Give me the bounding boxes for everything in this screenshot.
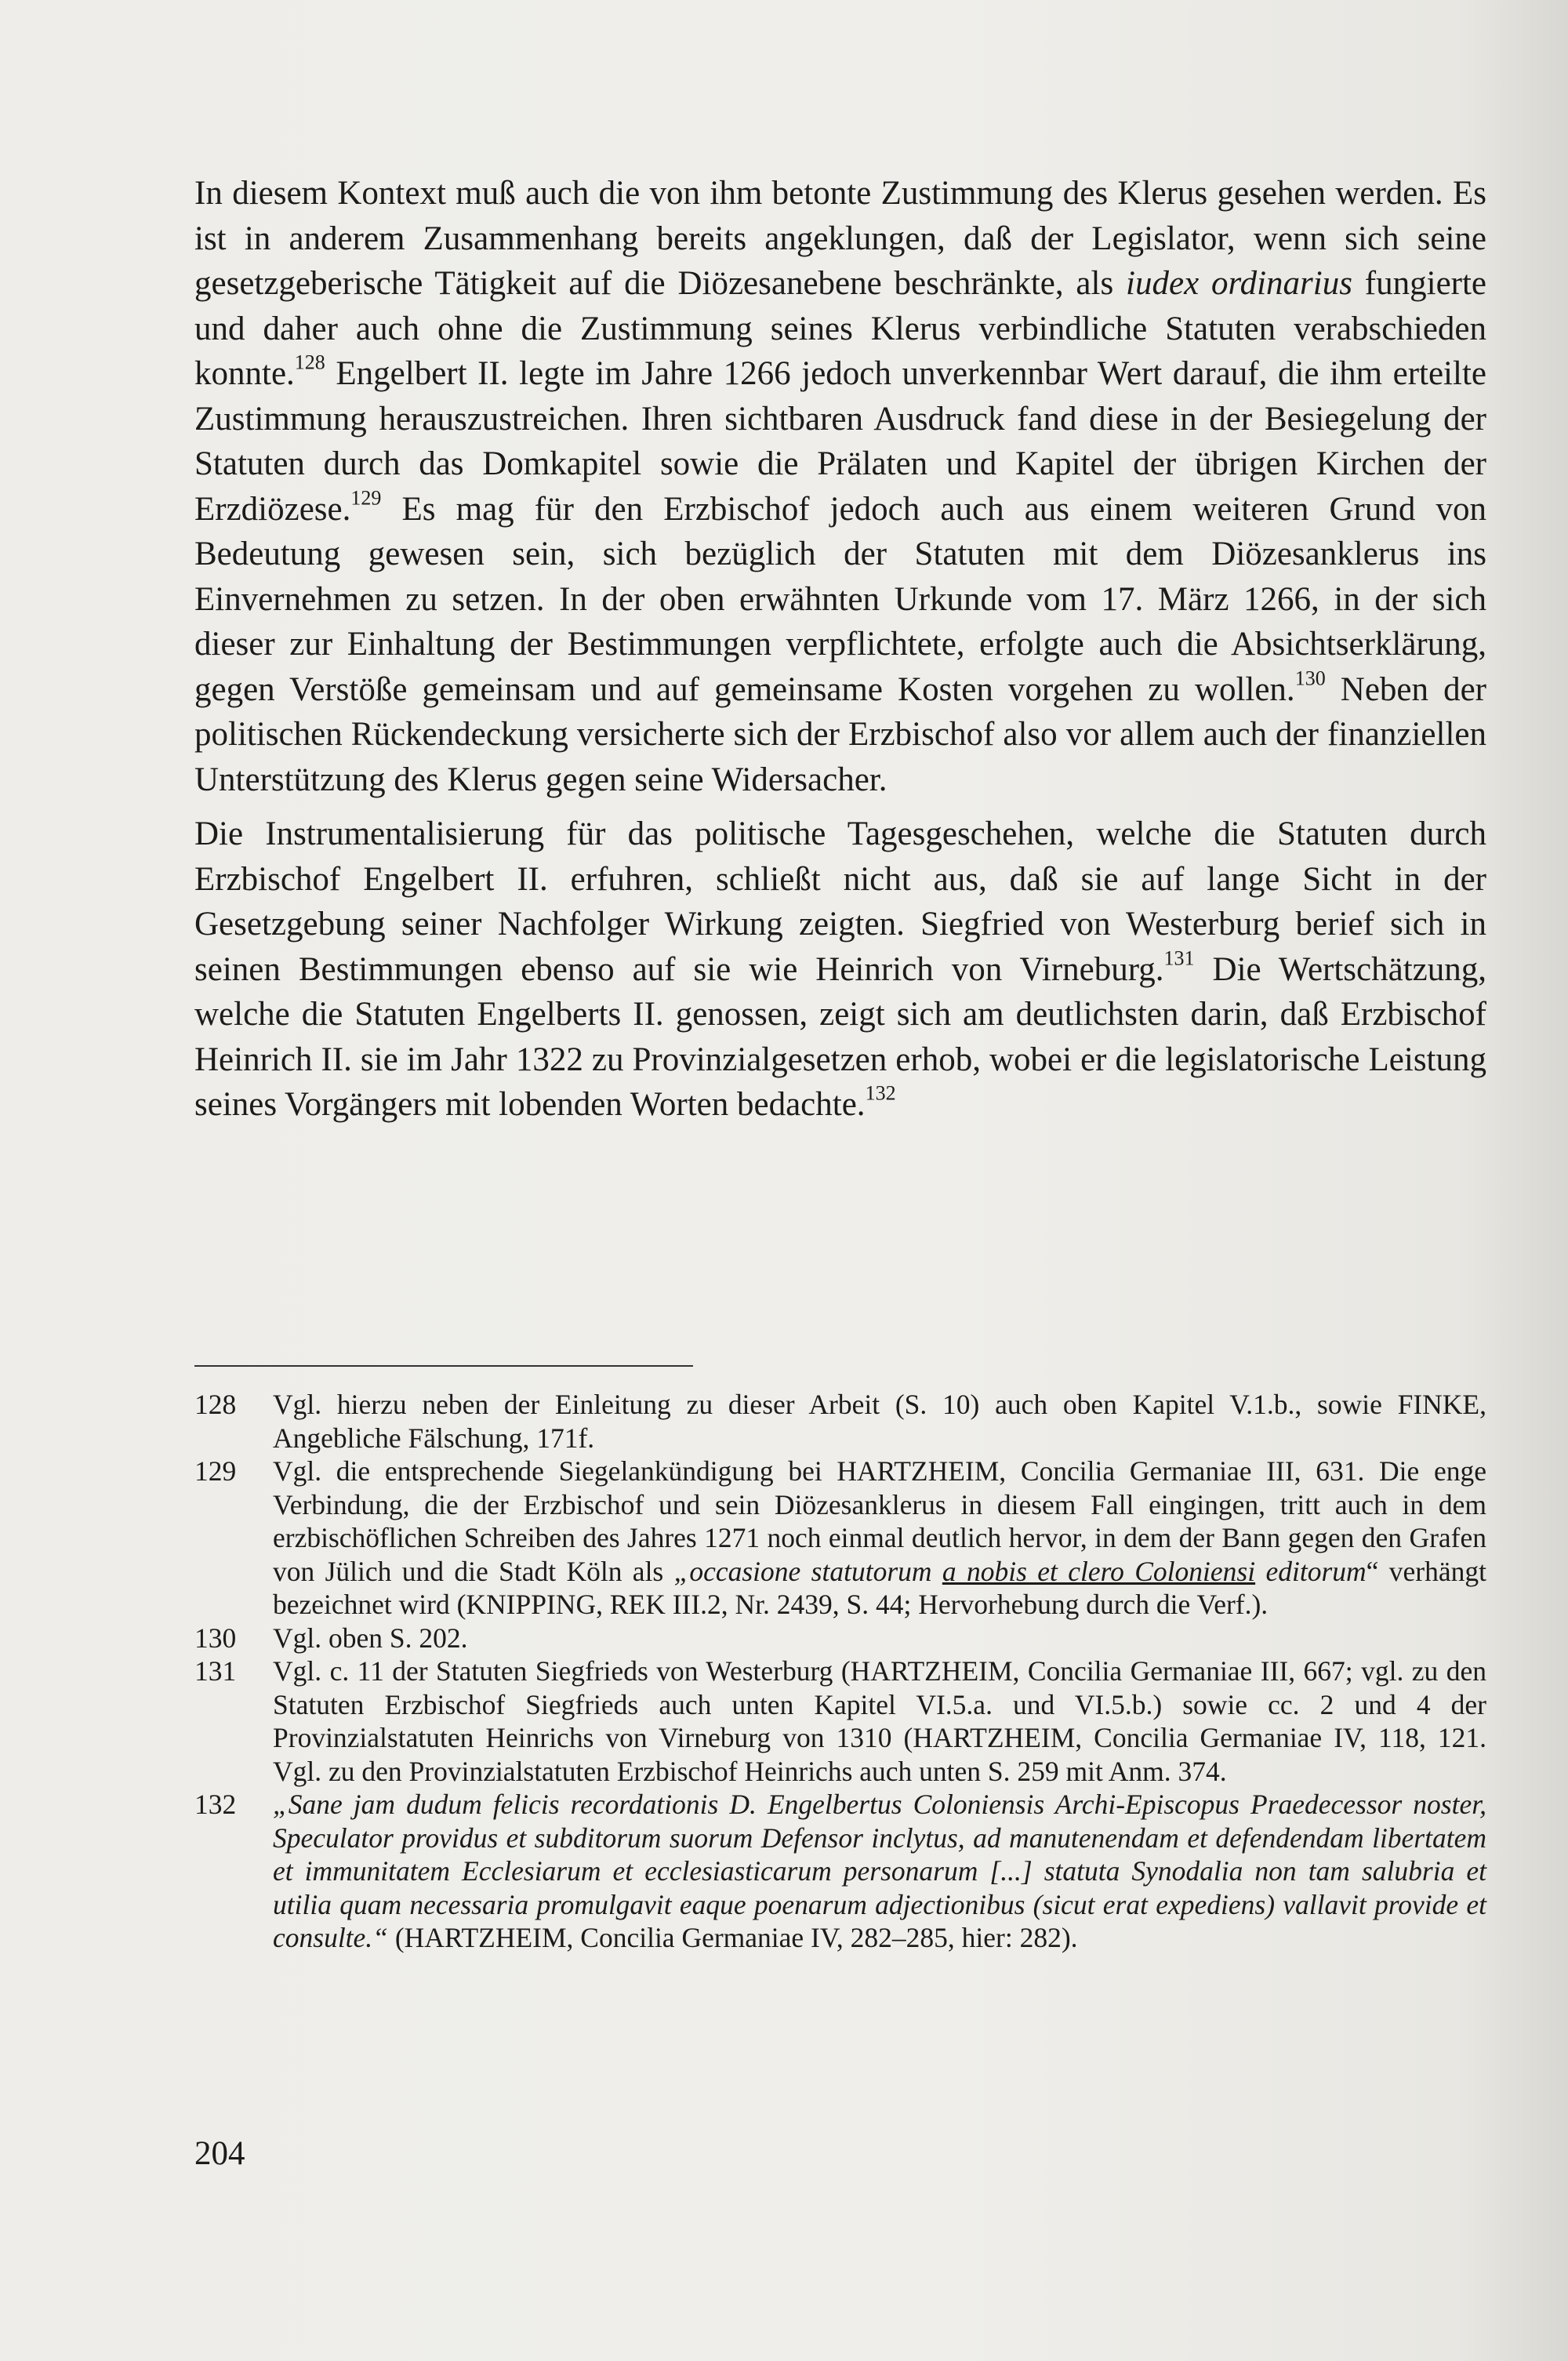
text-run: Vgl. hierzu neben der Einleitung zu dieser Arbeit (S. 10) auch oben Kapitel V.1.b., sowie FINKE, Angebliche Fälschung, 171f.	[273, 1389, 1486, 1454]
footnote-ref-128[interactable]: 128	[294, 351, 325, 374]
text-run: Neben der politischen Rückendeckung versicherte sich der Erzbischof also vor allem auch der finanziellen Unterstützung des Klerus gegen seine Widersacher.	[194, 670, 1486, 798]
paragraph-1	[194, 171, 1486, 802]
italic-quote: editorum	[1255, 1555, 1367, 1587]
footnote-129	[194, 1455, 1486, 1622]
footnote-text	[273, 1388, 1486, 1455]
text-run: In diesem Kontext muß auch die von ihm betonte Zustimmung des Klerus gesehen werden. Es ist in anderem Zusammenhang bereits angeklungen, daß der Legislator, wenn sich seine gesetzgeberische Tätigkeit auf die Diözesanebene beschränkte, als	[194, 175, 1486, 302]
footnote-132	[194, 1788, 1486, 1955]
footnote-text	[273, 1788, 1486, 1955]
underlined-quote: a nobis et clero Coloniensi	[942, 1555, 1256, 1587]
paragraph-2	[194, 812, 1486, 1128]
italic-term: iudex ordinarius	[1126, 265, 1352, 302]
footnote-ref-132[interactable]: 132	[865, 1081, 896, 1105]
footnote-number: 132	[194, 1789, 237, 1820]
page-number: 204	[194, 2135, 245, 2172]
italic-quote: „occasione statutorum	[673, 1555, 942, 1587]
text-run: Die Wertschätzung, welche die Statuten Engelberts II. genossen, zeigt sich am deutlichsten darin, daß Erzbischof Heinrich II. sie im Jahr 1322 zu Provinzialgesetzen erhob, wobei er die legislatorische Leistung seines Vorgängers mit lobenden Worten bedachte.	[194, 950, 1486, 1123]
text-run: Engelbert II. legte im Jahre 1266 jedoch unverkennbar Wert darauf, die ihm erteilte Zustimmung herauszustreichen. Ihren sichtbaren Ausdruck fand diese in der Besiegelung der Statuten durch das Domkapitel sowie die Prälaten und Kapitel der übrigen Kirchen der Erzdiözese.	[194, 355, 1486, 528]
text-run: Vgl. die entsprechende Siegelankündigung bei HARTZHEIM, Concilia Germaniae III, 631. Die enge Verbindung, die der Erzbischof und sein Diözesanklerus in diesem Fall eingingen, tritt auch in dem erzbischöflichen Schreiben des Jahres 1271 noch einmal deutlich hervor, in dem der Bann gegen den Grafen von Jülich und die Stadt Köln als	[273, 1455, 1486, 1587]
text-run: (HARTZHEIM, Concilia Germaniae IV, 282–285, hier: 282).	[387, 1922, 1078, 1953]
footnotes	[194, 1388, 1486, 1955]
footnote-number: 130	[194, 1622, 237, 1654]
text-run: Die Instrumentalisierung für das politische Tagesgeschehen, welche die Statuten durch Erzbischof Engelbert II. erfuhren, schließt nicht aus, daß sie auf lange Sicht in der Gesetzgebung seiner Nachfolger Wirkung zeigten. Siegfried von Westerburg berief sich in seinen Bestimmungen ebenso auf sie wie Heinrich von Virneburg.	[194, 815, 1486, 988]
footnote-text	[273, 1622, 1486, 1655]
text-run: Vgl. oben S. 202.	[273, 1622, 468, 1654]
footnote-number: 129	[194, 1455, 237, 1487]
footnote-ref-131[interactable]: 131	[1163, 946, 1195, 969]
footnote-number: 128	[194, 1389, 237, 1420]
footnote-130	[194, 1622, 1486, 1655]
text-run: “ verhängt bezeichnet wird (KNIPPING, REK III.2, Nr. 2439, S. 44; Hervorhebung durch die Verf.).	[273, 1555, 1486, 1620]
footnote-text	[273, 1655, 1486, 1788]
text-run: fungierte und daher auch ohne die Zustimmung seines Klerus verbindliche Statuten verabschieden konnte.	[194, 265, 1487, 392]
italic-quote: „Sane jam dudum felicis recordationis D. Engelbertus Coloniensis Archi-Episcopus Praedecessor noster, Speculator providus et subditorum suorum Defensor inclytus, ad manutenendam et defendendam libertatem et immunitatem Ecclesiarum et ecclesiasticarum personarum [...] statuta Synodalia non tam salubria et utilia quam necessaria promulgavit eaque poenarum adjectionibus (sicut erat expediens) vallavit provide et consulte.“	[273, 1789, 1486, 1953]
text-run: Es mag für den Erzbischof jedoch auch aus einem weiteren Grund von Bedeutung gewesen sein, sich bezüglich der Statuten mit dem Diözesanklerus ins Einvernehmen zu setzen. In der oben erwähnten Urkunde vom 17. März 1266, in der sich dieser zur Einhaltung der Bestimmungen verpflichtete, erfolgte auch die Absichtserklärung, gegen Verstöße gemeinsam und auf gemeinsame Kosten vorgehen zu wollen.	[194, 490, 1486, 708]
footnote-ref-130[interactable]: 130	[1294, 667, 1326, 689]
footnote-ref-129[interactable]: 129	[350, 486, 382, 509]
main-text	[194, 171, 1486, 1128]
footnote-text	[273, 1455, 1486, 1622]
footnote-128	[194, 1388, 1486, 1455]
text-run: Vgl. c. 11 der Statuten Siegfrieds von Westerburg (HARTZHEIM, Concilia Germaniae III, 667; vgl. zu den Statuten Erzbischof Siegfrieds auch unten Kapitel VI.5.a. und VI.5.b.) sowie cc. 2 und 4 der Provinzialstatuten Heinrichs von Virneburg von 1310 (HARTZHEIM, Concilia Germaniae IV, 118, 121. Vgl. zu den Provinzialstatuten Erzbischof Heinrichs auch unten S. 259 mit Anm. 374.	[273, 1655, 1486, 1787]
footnote-131	[194, 1655, 1486, 1788]
footnote-separator	[194, 1365, 693, 1367]
footnote-number: 131	[194, 1655, 237, 1687]
